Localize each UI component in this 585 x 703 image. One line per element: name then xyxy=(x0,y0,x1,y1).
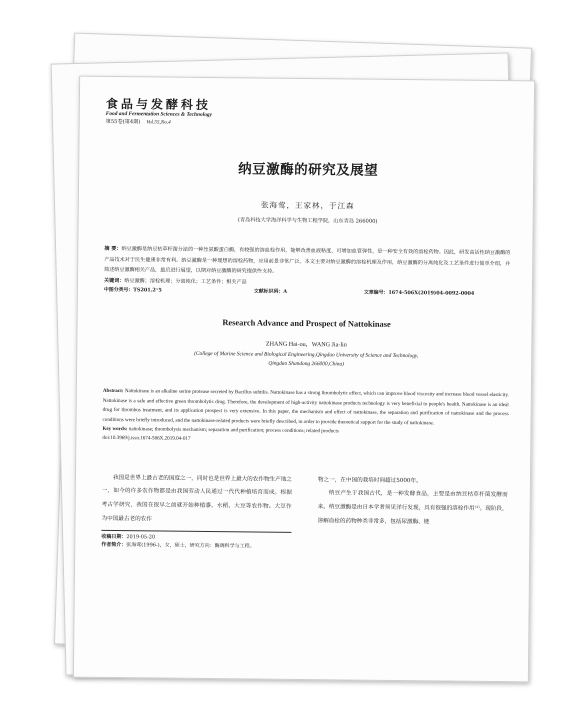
abstract-en-text: Nattokinase is an alkaline serine protease secreted by Bacillus subtilis. Nattokinase has a strong thrombolytic effect, which can improve blood viscosity and increase blood vessel elasticity. Nattokinase is a safe and effective green thrombolytic drug. Therefore, the development of high-activity nattokinase products technology is very beneficial to people's health. Nattokinase is an ideal drug for thrombus treatment, and its application prospect is very extensive. In this paper, the mechanism and effect of nattokinase, the separation and purification of nattokinase and the process conditions were briefly introduced, and the nattokinase-related products were briefly described, in order to provide theoretical support for the study of nattokinase. xyxy=(102,388,509,426)
keywords-cn-label: 关键词： xyxy=(103,277,125,284)
doi: doi:10.3969/j.issn.1674-506X.2019.04-017 xyxy=(102,435,191,443)
article-no-label: 文章编号： xyxy=(363,289,389,297)
received-value: 2019-05-20 xyxy=(126,534,156,541)
clc-value: TS201.2⁺5 xyxy=(133,287,162,294)
clc-number xyxy=(104,286,254,297)
affiliation-en xyxy=(103,349,509,371)
affiliation-en-line-2: Qingdao Shandong 266000,China) xyxy=(268,361,344,368)
keywords-en-text: nattokinase; thrombolysis mechanism; separation and purification; process conditions; related products xyxy=(128,426,339,435)
document-code xyxy=(254,288,364,298)
author-bio-value: 张海莺(1996-)，女，硕士，研究方向：酶调科学与工程。 xyxy=(126,542,255,550)
authors-cn: 张海莺，王家林，于江森 xyxy=(261,200,355,211)
authors-en: ZHANG Hai-ou，WANG Jia-lin xyxy=(265,341,347,349)
clc-label: 中图分类号： xyxy=(103,287,134,294)
volume-cn: 第55卷(第4期) xyxy=(105,118,141,126)
abstract-en-label: Abstract: xyxy=(102,388,124,395)
author-bio xyxy=(101,541,291,551)
article-number xyxy=(364,289,475,299)
footnote xyxy=(101,530,291,551)
abstract-en xyxy=(103,387,509,429)
abstract-cn-text: 纳豆激酶是纳豆枯草杆菌分泌的一种丝氨酸蛋白酶，有较强的溶血栓作用，能够改善血液粘度，可增加血管弹性，是一种安全有效的溶栓药物。因此，研发高活性纳豆激酶的产品技术对于民生健康非常有利。纳豆激酶是一种理想的溶栓药物，应用前景非常广泛。本文主要对纳豆激酶的溶栓机理及作用，纳豆激酶的分离纯化及工艺条件进行简单介绍，并简述纳豆激酶相关产品，最后进行展望，以期对纳豆激酶的研究提供些支持。 xyxy=(104,246,511,275)
affiliation-en-line-1: (College of Marine Science and Biological Engineering,Qingdao University of Science and Technology, xyxy=(194,351,419,360)
body-column-right xyxy=(317,474,508,553)
doc-code-label: 文献标识码： xyxy=(253,288,284,296)
abstract-cn-block xyxy=(104,244,511,300)
journal-title-cn: 食品与发酵科技 xyxy=(105,96,211,113)
abstract-en-block xyxy=(102,387,509,448)
author-bio-label: 作者简介： xyxy=(101,542,127,549)
article-no-value: 1674-506X(2019)04-0092-0004 xyxy=(388,290,475,298)
article-title-en: Research Advance and Prospect of Nattokinase xyxy=(222,318,391,330)
article-page xyxy=(73,76,535,683)
abstract-cn xyxy=(104,244,510,280)
keywords-cn-text: 纳豆激酶；溶栓机理；分离纯化；工艺条件；相关产品 xyxy=(124,277,247,286)
journal-title-en: Food and Fermentation Sciences & Technology xyxy=(105,110,213,119)
doc-code-value: A xyxy=(283,289,288,296)
article-title-cn: 纳豆激酶的研究及展望 xyxy=(238,161,379,179)
abstract-cn-label: 摘 要： xyxy=(104,245,122,253)
body-columns xyxy=(101,472,508,554)
body-paragraph: 我国是世界上最古老的国度之一，同时也是世界上最大的农作物生产地之一，如今的许多农作物都是由我国劳动人民通过一代代种植培育而成。根据考古学研究，我国在很早之前就开始种植黍、水稻、大豆等农作物。大豆作为中国最古老的农作 xyxy=(101,474,292,523)
affiliation-cn: (青岛科技大学海洋科学与生物工程学院，山东青岛 266000) xyxy=(237,217,378,225)
journal-header xyxy=(106,97,512,130)
body-paragraph: 物之一，在中国的栽培时间超过5000年。 xyxy=(317,476,422,485)
keywords-en-label: Key words: xyxy=(102,425,128,433)
volume-en: Vol.55,No.4 xyxy=(146,119,171,126)
received-label: 收稿日期： xyxy=(101,534,127,541)
body-column-left xyxy=(101,472,292,551)
body-paragraph: 纳豆产生于我国古代，是一种发酵食品，主要是由纳豆枯草杆菌发酵而来。纳豆激酶是由日本学者须见洋行发现，具有很强的溶栓作用⁽¹⁾。现阶段，溶解血栓的药物种类非常多，包括尿激酶、链 xyxy=(317,490,508,525)
